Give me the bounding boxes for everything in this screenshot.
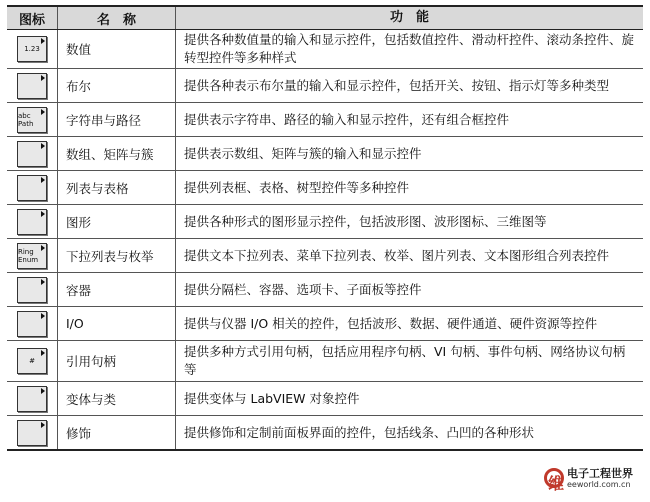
header-name-col: 名 称	[58, 7, 176, 29]
function-cell: 提供表示字符串、路径的输入和显示控件，还有组合框控件	[184, 111, 510, 127]
icon-cell	[7, 307, 58, 340]
icon-cell	[7, 30, 58, 68]
controls-table	[7, 5, 643, 451]
icon-cell	[7, 416, 58, 449]
container-icon	[17, 277, 47, 303]
name-cell: 图形	[58, 205, 176, 238]
icon-cell	[7, 341, 58, 381]
ring-enum-icon: Ring Enum	[17, 243, 47, 269]
name-cell: 引用句柄	[58, 341, 176, 381]
table-row	[7, 69, 643, 103]
function-cell: 提供各种形式的图形显示控件，包括波形图、波形图标、三维图等	[184, 213, 547, 229]
table-row	[7, 341, 643, 382]
name-cell: 修饰	[58, 416, 176, 449]
table-row	[7, 239, 643, 273]
header-icon-col: 图标	[7, 7, 58, 29]
name-cell: 容器	[58, 273, 176, 306]
icon-cell	[7, 273, 58, 306]
name-cell: I/O	[58, 307, 176, 340]
string-path-icon: abc Path	[17, 107, 47, 133]
icon-cell	[7, 239, 58, 272]
icon-cell	[7, 171, 58, 204]
function-cell: 提供各种表示布尔量的输入和显示控件，包括开关、按钮、指示灯等多种类型	[184, 77, 610, 93]
name-cell: 数组、矩阵与簇	[58, 137, 176, 170]
header-function-col: 功 能	[389, 10, 429, 25]
function-cell: 提供文本下拉列表、菜单下拉列表、枚举、图片列表、文本图形组合列表控件	[184, 247, 610, 263]
table-header	[7, 7, 643, 30]
array-matrix-cluster-icon	[17, 141, 47, 167]
function-cell: 提供与仪器 I/O 相关的控件，包括波形、数据、硬件通道、硬件资源等控件	[184, 315, 598, 331]
table-row	[7, 416, 643, 449]
decorations-icon	[17, 420, 47, 446]
icon-cell	[7, 382, 58, 415]
name-cell: 变体与类	[58, 382, 176, 415]
function-cell: 提供多种方式引用句柄，包括应用程序句柄、VI 句柄、事件句柄、网络协议句柄等	[184, 344, 626, 377]
name-cell: 字符串与路径	[58, 103, 176, 136]
function-cell: 提供变体与 LabVIEW 对象控件	[184, 390, 360, 406]
watermark-side: 维	[548, 474, 565, 493]
table-row	[7, 273, 643, 307]
function-cell: 提供各种数值量的输入和显示控件，包括数值控件、滑动杆控件、滚动条控件、旋转型控件等多种样式	[184, 32, 635, 65]
watermark	[544, 458, 646, 498]
icon-cell	[7, 205, 58, 238]
function-cell: 提供列表框、表格、树型控件等多种控件	[184, 179, 410, 195]
table-row	[7, 171, 643, 205]
list-table-icon	[17, 175, 47, 201]
table-row	[7, 103, 643, 137]
eeworld-logo-icon	[544, 468, 564, 488]
name-cell: 布尔	[58, 69, 176, 102]
icon-cell	[7, 103, 58, 136]
io-icon	[17, 311, 47, 337]
graph-icon	[17, 209, 47, 235]
variant-class-icon	[17, 386, 47, 412]
function-cell: 提供分隔栏、容器、选项卡、子面板等控件	[184, 281, 422, 297]
table-row	[7, 205, 643, 239]
function-cell: 提供表示数组、矩阵与簇的输入和显示控件	[184, 145, 422, 161]
boolean-icon	[17, 73, 47, 99]
numeric-icon: 1.23	[17, 36, 47, 62]
name-cell: 列表与表格	[58, 171, 176, 204]
table-row	[7, 307, 643, 341]
icon-cell	[7, 69, 58, 102]
name-cell: 数值	[58, 30, 176, 68]
watermark-title: 电子工程世界	[567, 466, 633, 480]
table-row	[7, 137, 643, 171]
refnum-icon: #	[17, 348, 47, 374]
function-cell: 提供修饰和定制前面板界面的控件，包括线条、凸凹的各种形状	[184, 424, 535, 440]
table-row	[7, 30, 643, 69]
name-cell: 下拉列表与枚举	[58, 239, 176, 272]
table-row	[7, 382, 643, 416]
watermark-url: eeworld.com.cn	[567, 479, 631, 489]
icon-cell	[7, 137, 58, 170]
